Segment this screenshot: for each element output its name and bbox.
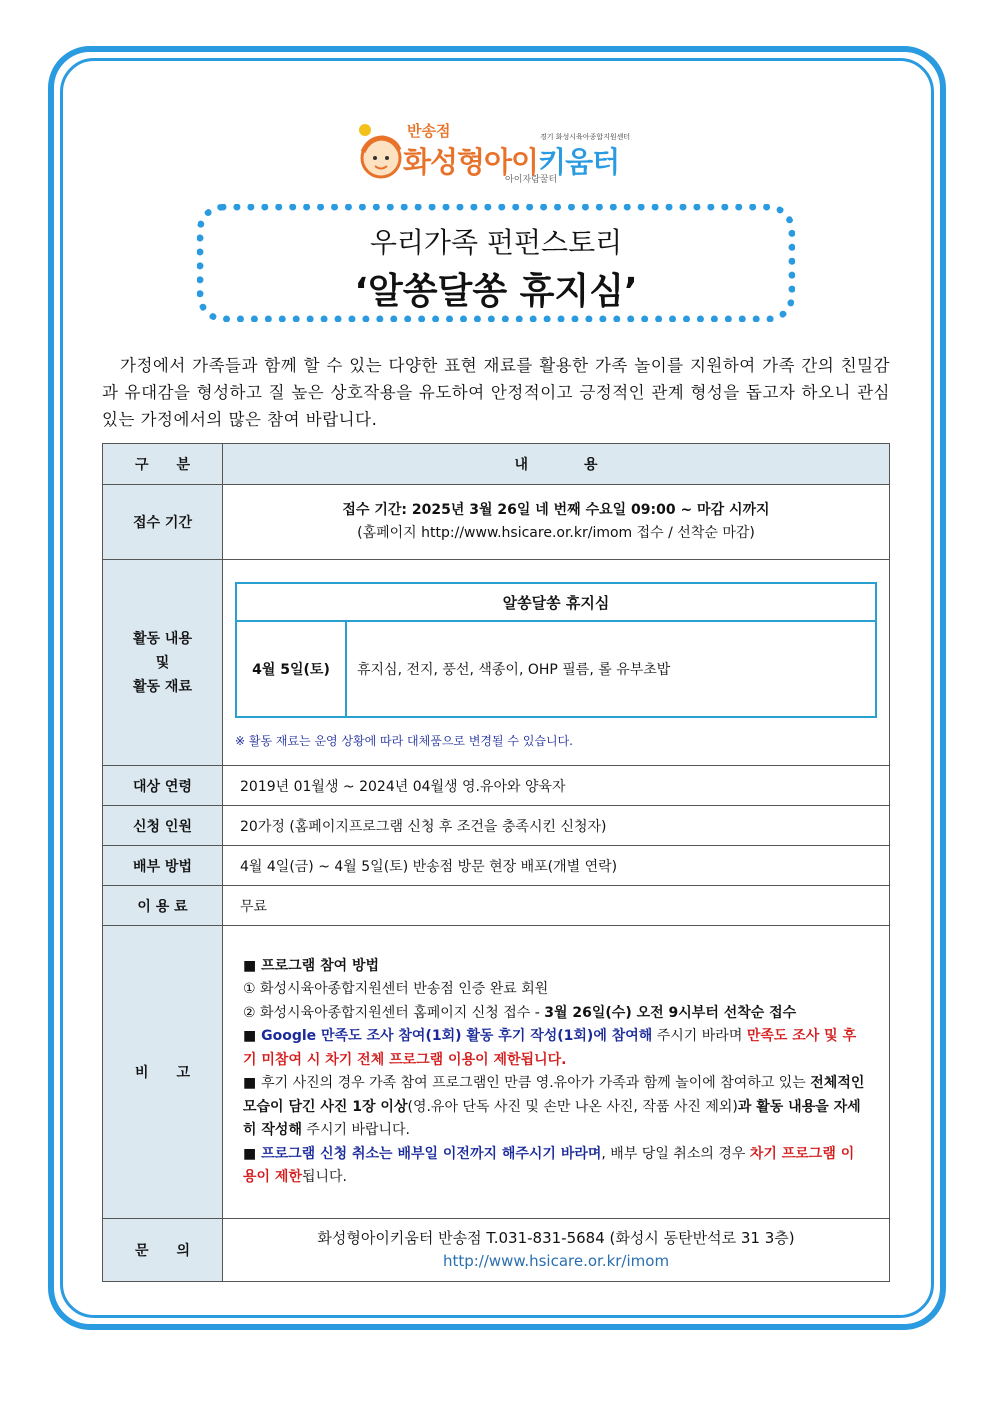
intro-paragraph: 가정에서 가족들과 함께 할 수 있는 다양한 표현 재료를 활용한 가족 놀이를 지원하여 가족 간의 친밀감과 유대감을 형성하고 질 높은 상호작용을 유도하여 안정적이고 긍정적인 관계 형성을 돕고자 하오니 관심 있는 가정에서의 많은 참여 바랍니다. [102, 356, 891, 429]
activity-label-3: 활동 재료 [133, 678, 192, 695]
row-reception [103, 485, 890, 560]
row-fee [103, 886, 890, 926]
remarks-item-3 [243, 1072, 867, 1143]
logo-branch: 반송점 [407, 122, 451, 140]
remarks-item-3-plain1: 후기 사진의 경우 가족 참여 프로그램인 만큼 영.유아가 가족과 함께 놀이에 참여하고 있는 [261, 1075, 811, 1091]
remarks-item-1-1: ① 화성시육아종합지원센터 반송점 인증 완료 회원 [243, 981, 549, 997]
contact-url-link[interactable]: http://www.hsicare.or.kr/imom [442, 1252, 670, 1270]
remarks-item-1-2 [243, 1002, 867, 1026]
remarks-item-2-blue: Google 만족도 조사 참여(1회) 활동 후기 작성(1회)에 참여해 [261, 1028, 653, 1044]
activity-value [223, 560, 890, 766]
distribution-label: 배부 방법 [103, 846, 223, 886]
activity-label [103, 560, 223, 766]
remarks-item-4-plain2: 됩니다. [301, 1169, 348, 1185]
remarks-item-2-red: 만족도 조사 및 후기 미참여 시 차기 전체 프로그램 이용이 제한됩니다. [243, 1028, 857, 1068]
remarks-bullet: ■ [243, 1028, 262, 1044]
remarks-item-1-2-b: 3월 26일(수) 오전 9시부터 선착순 접수 [544, 1004, 797, 1021]
remarks-item-1: ■ 프로그램 참여 방법 [243, 957, 380, 974]
row-distribution [103, 846, 890, 886]
activity-note: ※ 활동 재료는 운영 상황에 따라 대체품으로 변경될 수 있습니다. [235, 734, 574, 748]
row-age [103, 766, 890, 806]
title-line2: ‘알쏭달쏭 휴지심’ [354, 271, 638, 312]
remarks-item-3-bold2: 과 활동 내용을 자세히 작성해 [243, 1098, 861, 1138]
age-value: 2019년 01월생 ~ 2024년 04월생 영.유아와 양육자 [223, 766, 890, 806]
count-label: 신청 인원 [103, 806, 223, 846]
remarks-list [243, 955, 867, 1190]
title-line1: 우리가족 펀펀스토리 [369, 226, 623, 259]
reception-line2: (홈페이지 http://www.hsicare.or.kr/imom 접수 / 선착순 마감) [357, 525, 755, 541]
row-count [103, 806, 890, 846]
reception-line1: 접수 기간: 2025년 3월 26일 네 번째 수요일 09:00 ~ 마감 시까지 [342, 502, 770, 518]
logo-subtitle: 아이자람꿀터 [505, 175, 558, 185]
contact-line1: 화성형아이키움터 반송점 T.031-831-5684 (화성시 동탄반석로 31 3층) [317, 1229, 795, 1247]
remarks-item-4-plain: , 배부 당일 취소의 경우 [601, 1145, 750, 1162]
remarks-item-3-plain2: (영.유아 단독 사진 및 손만 나온 사진, 작품 사진 제외) [407, 1098, 738, 1115]
remarks-value [223, 926, 890, 1219]
activity-materials: 휴지심, 전지, 풍선, 색종이, OHP 필름, 롤 유부초밥 [346, 621, 876, 717]
remarks-item-4 [243, 1143, 867, 1190]
remarks-bullet: ■ [243, 1145, 262, 1162]
remarks-item-4-red: 차기 프로그램 이용이 제한 [243, 1145, 855, 1185]
child-face-icon [355, 122, 403, 184]
remarks-item-2 [243, 1025, 867, 1072]
contact-label: 문 의 [103, 1219, 223, 1282]
reception-label: 접수 기간 [103, 485, 223, 560]
activity-date: 4월 5일(토) [236, 621, 346, 717]
logo-org: 경기 화성시육아종합지원센터 [540, 133, 631, 141]
fee-label: 이 용 료 [103, 886, 223, 926]
remarks-label: 비 고 [103, 926, 223, 1219]
activity-label-1: 활동 내용 [133, 630, 192, 647]
remarks-item-3-bold1: 전체적인 모습이 담긴 사진 1장 이상 [243, 1075, 865, 1115]
activity-inner-table [235, 582, 877, 718]
reception-value [223, 485, 890, 560]
logo-name-part1: 화성형 [403, 145, 485, 179]
remarks-item-2-plain: 주시기 바라며 [652, 1028, 747, 1044]
remarks-item-3-plain3: 주시기 바랍니다. [301, 1122, 411, 1138]
header-content: 내 용 [223, 444, 890, 485]
header-category: 구 분 [103, 444, 223, 485]
row-activity [103, 560, 890, 766]
logo-name-part2: 아이 [484, 145, 539, 179]
remarks-bullet: ■ [243, 1075, 262, 1091]
remarks-item-4-blue: 프로그램 신청 취소는 배부일 이전까지 해주시기 바라며 [261, 1145, 602, 1162]
remarks-item-1-2-a: ② 화성시육아종합지원센터 홈페이지 신청 접수 - [243, 1004, 545, 1021]
count-value: 20가정 (홈페이지프로그램 신청 후 조건을 충족시킨 신청자) [223, 806, 890, 846]
title-box [197, 204, 795, 322]
distribution-value: 4월 4일(금) ~ 4월 5일(토) 반송점 방문 현장 배포(개별 연락) [223, 846, 890, 886]
logo-name-part3: 키움터 [538, 145, 620, 179]
contact-value [223, 1219, 890, 1282]
info-table [102, 443, 890, 1282]
age-label: 대상 연령 [103, 766, 223, 806]
activity-label-2: 및 [155, 654, 170, 671]
row-remarks [103, 926, 890, 1219]
activity-inner-title: 알쏭달쏭 휴지심 [236, 583, 876, 621]
table-header-row [103, 444, 890, 485]
logo [355, 118, 645, 188]
row-contact [103, 1219, 890, 1282]
fee-value: 무료 [223, 886, 890, 926]
